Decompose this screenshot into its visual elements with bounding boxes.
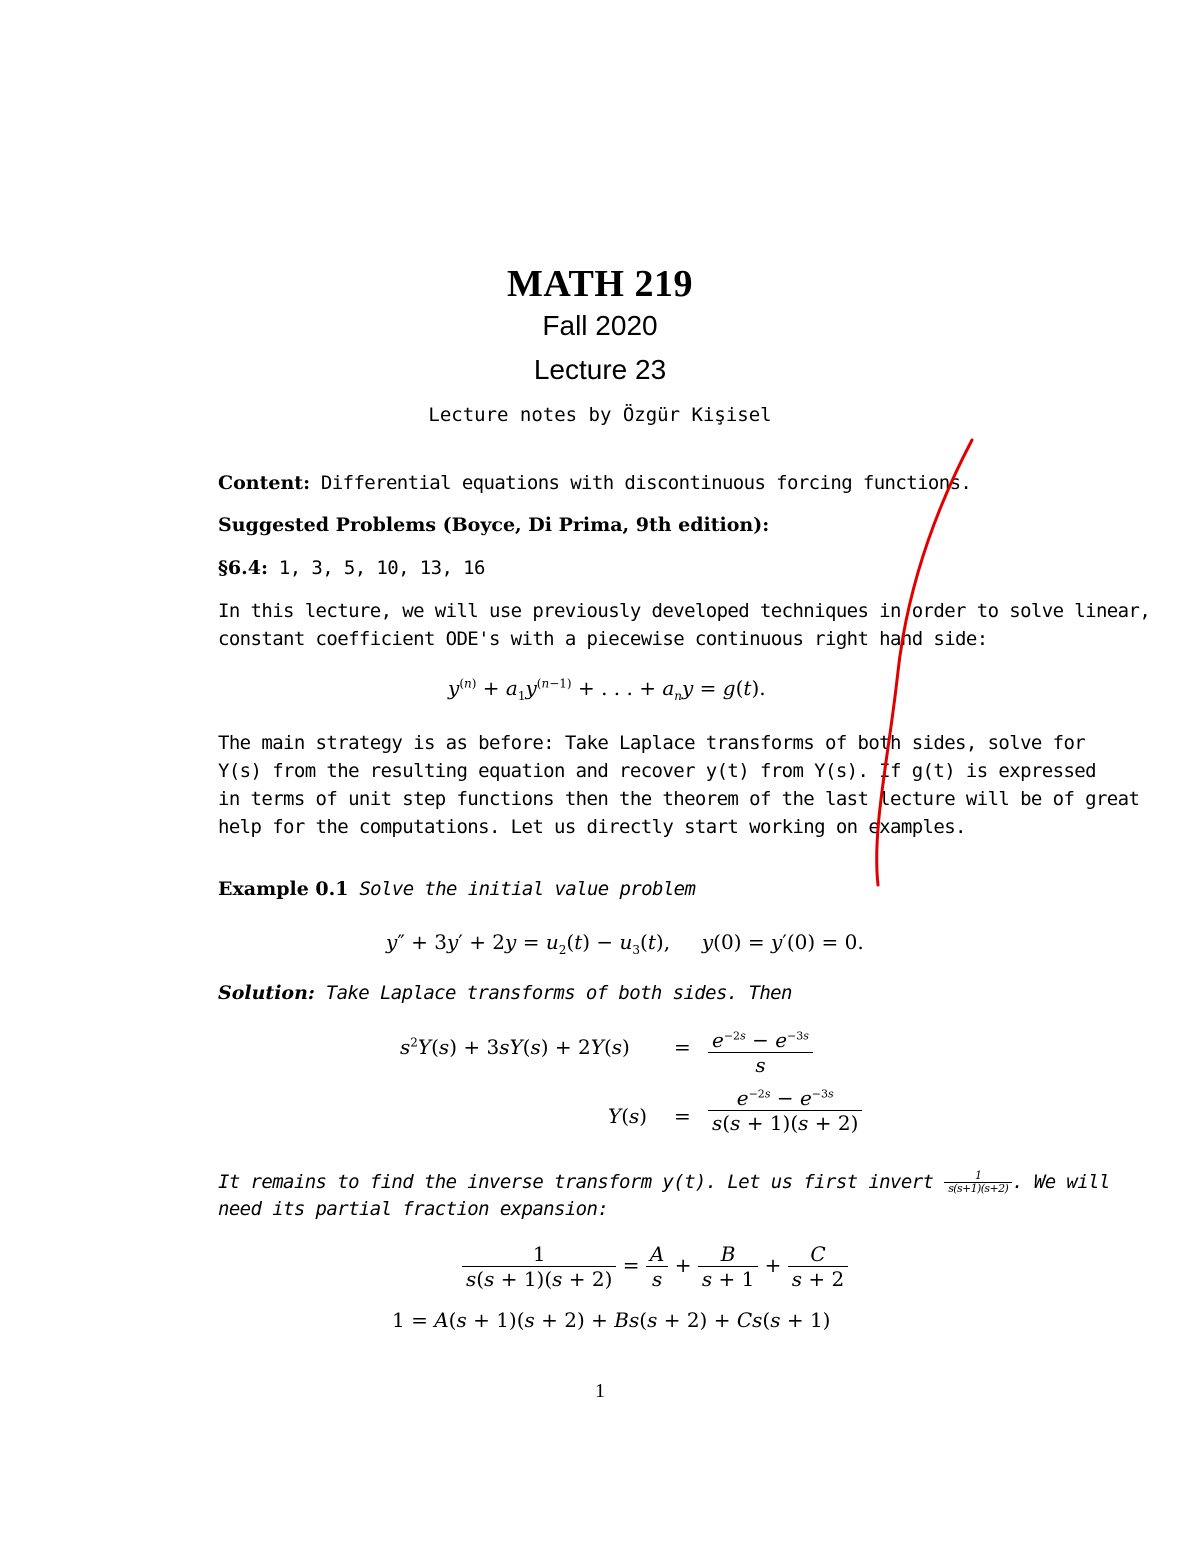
laplace-rhs-1: $\frac{e^{-2s} - e^{-3s}}{s}$ bbox=[708, 1028, 813, 1077]
partial-fraction-equation: $\frac{1}{s(s + 1)(s + 2)}$ = $\frac{A}{s}$ + $\frac{B}{s + 1}$ + $\frac{C}{s + 2}$ bbox=[462, 1242, 848, 1291]
remains-line-2: need its partial fraction expansion: bbox=[218, 1198, 609, 1220]
equals-sign-1: = bbox=[674, 1035, 691, 1059]
content-text: Differential equations with discontinuous forcing functions. bbox=[320, 472, 972, 494]
term: Fall 2020 bbox=[542, 310, 658, 341]
ode-equation: $y^{(n)} + a_1y^{(n-1)}$ + . . . + $a_ny = g(t)$. bbox=[448, 676, 766, 703]
problems-section: §6.4: bbox=[218, 557, 269, 579]
strategy-line-1: The main strategy is as before: Take Laplace transforms of both sides, solve for bbox=[218, 732, 1086, 754]
equals-sign-2: = bbox=[674, 1104, 691, 1128]
lecture-number: Lecture 23 bbox=[533, 354, 667, 385]
laplace-equation-2: Y(s) bbox=[608, 1104, 648, 1128]
strategy-line-4: help for the computations. Let us directly start working on examples. bbox=[218, 816, 966, 838]
inline-fraction: $\frac{1}{s(s+1)(s+2)}$ bbox=[944, 1170, 1012, 1195]
laplace-equation-1: $s^2Y(s) + 3sY(s) + 2Y(s)$ bbox=[400, 1035, 630, 1059]
coefficient-equation: 1 = A(s + 1)(s + 2) + Bs(s + 2) + Cs(s + 1) bbox=[392, 1308, 831, 1332]
content-label: Content: bbox=[218, 472, 311, 494]
solution-text: Take Laplace transforms of both sides. Then bbox=[325, 982, 792, 1004]
laplace-rhs-2: $\frac{e^{-2s} - e^{-3s}}{s(s + 1)(s + 2)}$ bbox=[708, 1086, 862, 1135]
strategy-line-2: Y(s) from the resulting equation and recover y(t) from Y(s). If g(t) is expressed bbox=[218, 760, 1096, 782]
strategy-line-3: in terms of unit step functions then the theorem of the last lecture will be of great bbox=[218, 788, 1140, 810]
example-label: Example 0.1 bbox=[218, 878, 349, 900]
suggested-label: Suggested Problems (Boyce, Di Prima, 9th edition): bbox=[218, 514, 770, 536]
ivp-equation: $y'' + 3y' + 2y = u_2(t) - u_3(t)$, y(0) = y′(0) = 0. bbox=[386, 930, 864, 957]
problems-list: 1, 3, 5, 10, 13, 16 bbox=[278, 557, 485, 579]
remains-text-b: . We will bbox=[1012, 1171, 1110, 1193]
course-title: MATH 219 bbox=[507, 263, 693, 305]
intro-line-1: In this lecture, we will use previously developed techniques in order to solve linear, bbox=[218, 600, 1151, 622]
solution-label: Solution: bbox=[218, 982, 315, 1004]
author-line: Lecture notes by Özgür Kişisel bbox=[428, 404, 772, 426]
intro-line-2: constant coefficient ODE's with a piecewise continuous right hand side: bbox=[218, 628, 988, 650]
example-text: Solve the initial value problem bbox=[359, 878, 696, 900]
page-number: 1 bbox=[595, 1380, 605, 1402]
remains-text-a: It remains to find the inverse transform y(t). Let us first invert bbox=[218, 1171, 934, 1193]
